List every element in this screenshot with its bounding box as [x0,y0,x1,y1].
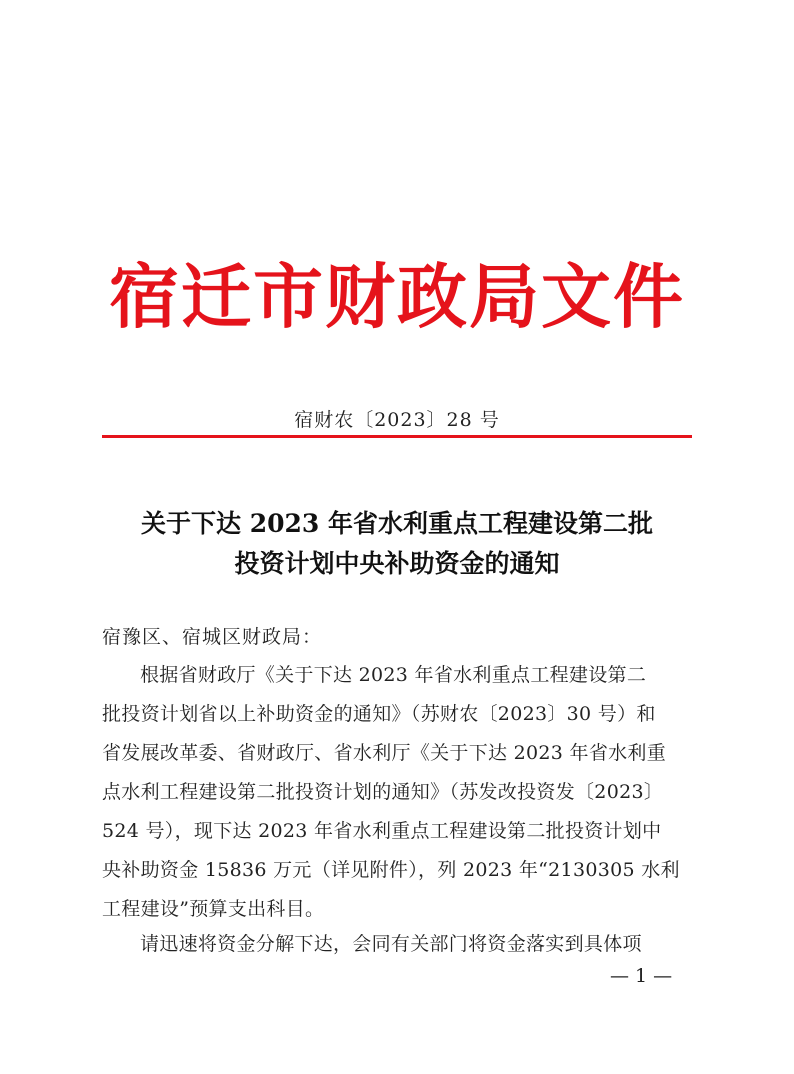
notice-title-line: 关于下达 2023 年省水利重点工程建设第二批 [141,509,653,538]
paragraph-line: 省发展改革委、省财政厅、省水利厅《关于下达 2023 年省水利重 [102,742,667,764]
body-paragraph [102,925,694,964]
body-paragraph [102,656,694,929]
red-divider-rule [102,435,692,438]
paragraph-line: 请迅速将资金分解下达，会同有关部门将资金落实到具体项 [140,933,642,955]
notice-title-line: 投资计划中央补助资金的通知 [234,549,560,578]
paragraph-line: 524 号），现下达 2023 年省水利重点工程建设第二批投资计划中 [102,820,662,842]
paragraph-line: 点水利工程建设第二批投资计划的通知》（苏发改投资发〔2023〕 [102,781,664,803]
document-header-title: 宿迁市财政局文件 [109,255,685,338]
paragraph-line: 批投资计划省以上补助资金的通知》（苏财农〔2023〕30 号）和 [102,703,656,725]
addressee: 宿豫区、宿城区财政局： [102,626,323,648]
paragraph-line: 根据省财政厅《关于下达 2023 年省水利重点工程建设第二 [140,664,647,686]
paragraph-line: 工程建设”预算支出科目。 [102,898,325,920]
document-number: 宿财农〔2023〕28 号 [294,409,500,431]
paragraph-line: 央补助资金 15836 万元（详见附件），列 2023 年“2130305 水利 [102,859,680,881]
notice-title [0,504,794,584]
page-number: — 1 — [610,965,673,987]
